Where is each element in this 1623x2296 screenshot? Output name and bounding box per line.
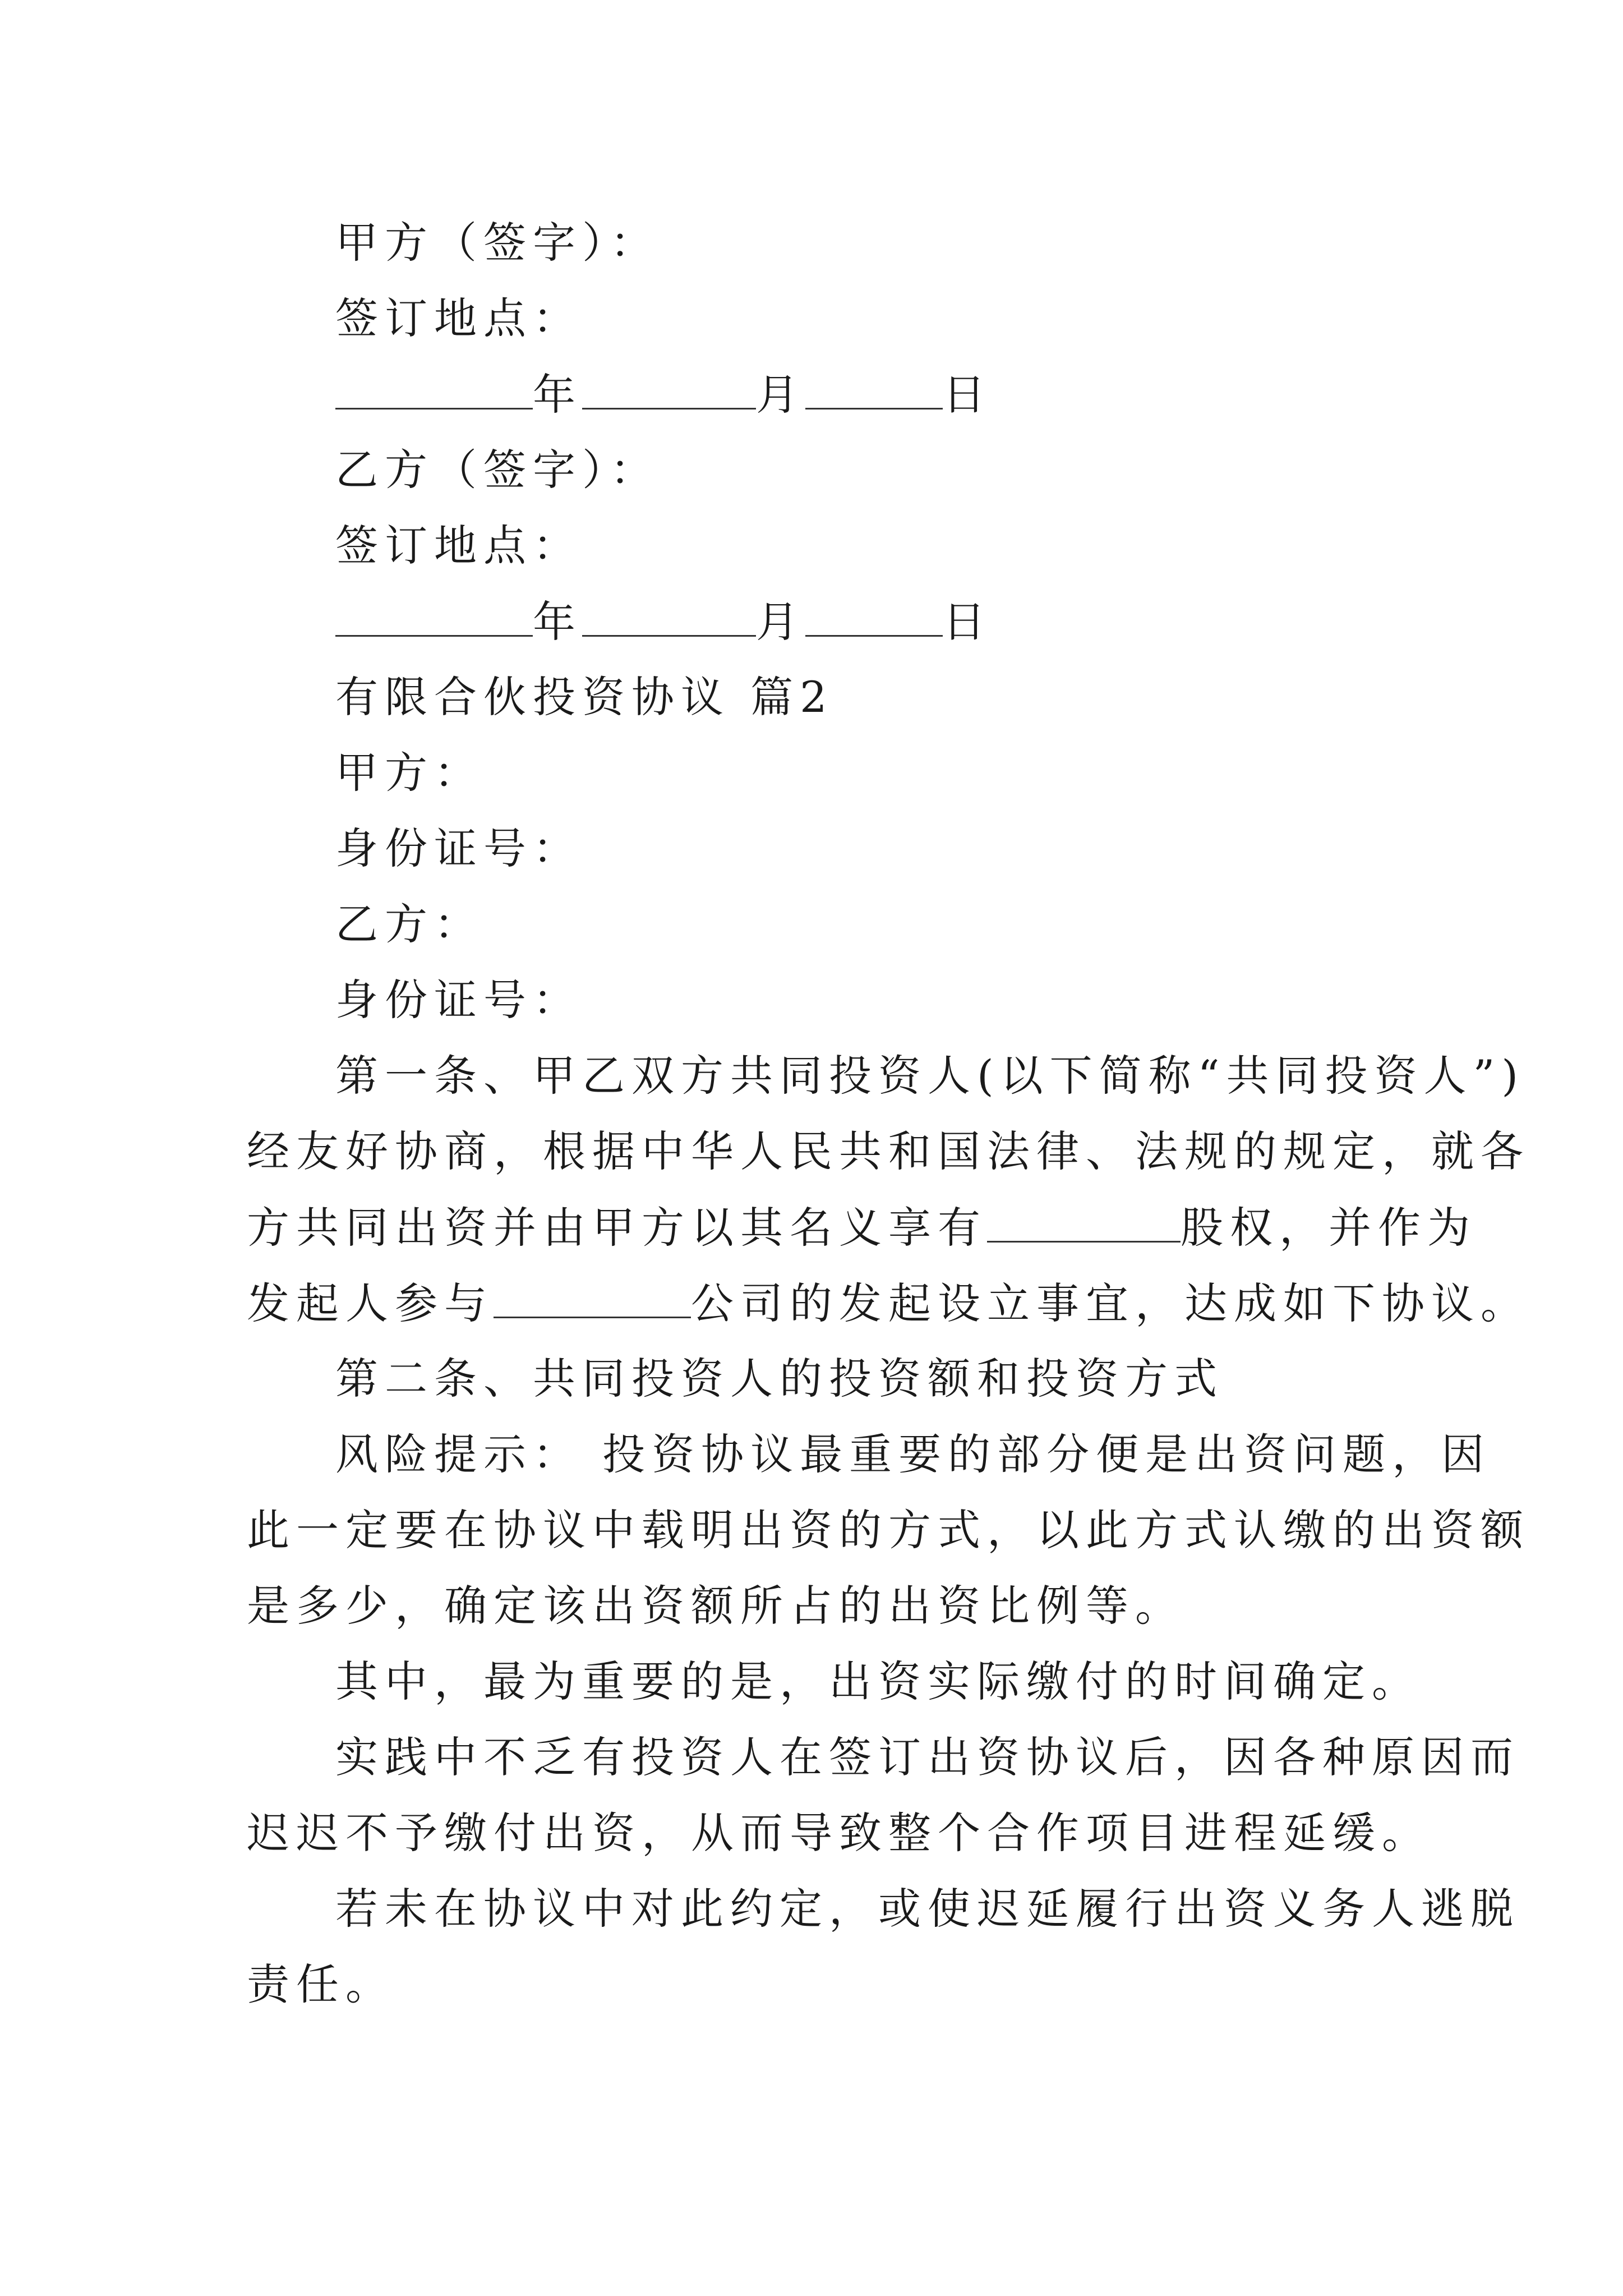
practice-paragraph-line-2: 迟迟不予缴付出资，从而导致整个合作项目进程延缓。: [247, 1808, 1431, 1858]
article-1-line-2: 经友好协商，根据中华人民共和国法律、法规的规定，就各: [247, 1126, 1530, 1176]
date-line-b: [335, 597, 992, 647]
stake-blank: [987, 1206, 1181, 1243]
party-b-signature-label: 乙方（签字）：: [335, 445, 660, 495]
day-label: 日: [943, 597, 992, 647]
day-label: 日: [943, 370, 992, 420]
month-blank: [582, 600, 756, 637]
party-a-signature-label: 甲方（签字）：: [335, 218, 660, 268]
article-1-line-4: [247, 1278, 1530, 1328]
consequence-paragraph-line-2: 责任。: [247, 1959, 395, 2009]
year-label: 年: [533, 597, 582, 647]
party-a-label: 甲方：: [335, 748, 483, 798]
year-label: 年: [533, 370, 582, 420]
month-label: 月: [756, 370, 805, 420]
article-1-line-4-end: 公司的发起设立事宜，达成如下协议。: [691, 1278, 1530, 1328]
month-blank: [582, 373, 756, 409]
article-1-line-1: 第一条、甲乙双方共同投资人(以下简称“共同投资人”): [335, 1051, 1525, 1101]
article-1-line-3: [247, 1203, 1477, 1253]
id-number-b-label: 身份证号：: [335, 975, 582, 1025]
consequence-paragraph-line-1: 若未在协议中对此约定，或使迟延履行出资义务人逃脱: [335, 1884, 1520, 1934]
month-label: 月: [756, 597, 805, 647]
article-2-heading: 第二条、共同投资人的投资额和投资方式: [335, 1354, 1224, 1404]
risk-note-line-1: 风险提示： 投资协议最重要的部分便是出资问题，因: [335, 1429, 1491, 1479]
year-blank: [335, 600, 533, 637]
year-blank: [335, 373, 533, 409]
section-title: 有限合伙投资协议 篇2: [335, 672, 834, 722]
date-line-a: [335, 370, 992, 420]
sign-place-b-label: 签订地点：: [335, 521, 582, 570]
sign-place-a-label: 签订地点：: [335, 293, 582, 343]
id-number-a-label: 身份证号：: [335, 823, 582, 873]
party-b-label: 乙方：: [335, 899, 483, 949]
company-blank: [494, 1282, 691, 1318]
day-blank: [805, 600, 943, 637]
practice-paragraph-line-1: 实践中不乏有投资人在签订出资协议后，因各种原因而: [335, 1732, 1520, 1782]
key-point-paragraph: 其中，最为重要的是，出资实际缴付的时间确定。: [335, 1657, 1421, 1706]
article-1-line-3-end: 股权，并作为: [1181, 1203, 1477, 1253]
risk-note-line-2: 此一定要在协议中载明出资的方式，以此方式认缴的出资额: [247, 1505, 1530, 1555]
day-blank: [805, 373, 943, 409]
article-1-line-3-start: 方共同出资并由甲方以其名义享有: [247, 1203, 987, 1253]
article-1-line-4-start: 发起人参与: [247, 1278, 494, 1328]
risk-note-line-3: 是多少，确定该出资额所占的出资比例等。: [247, 1581, 1184, 1631]
